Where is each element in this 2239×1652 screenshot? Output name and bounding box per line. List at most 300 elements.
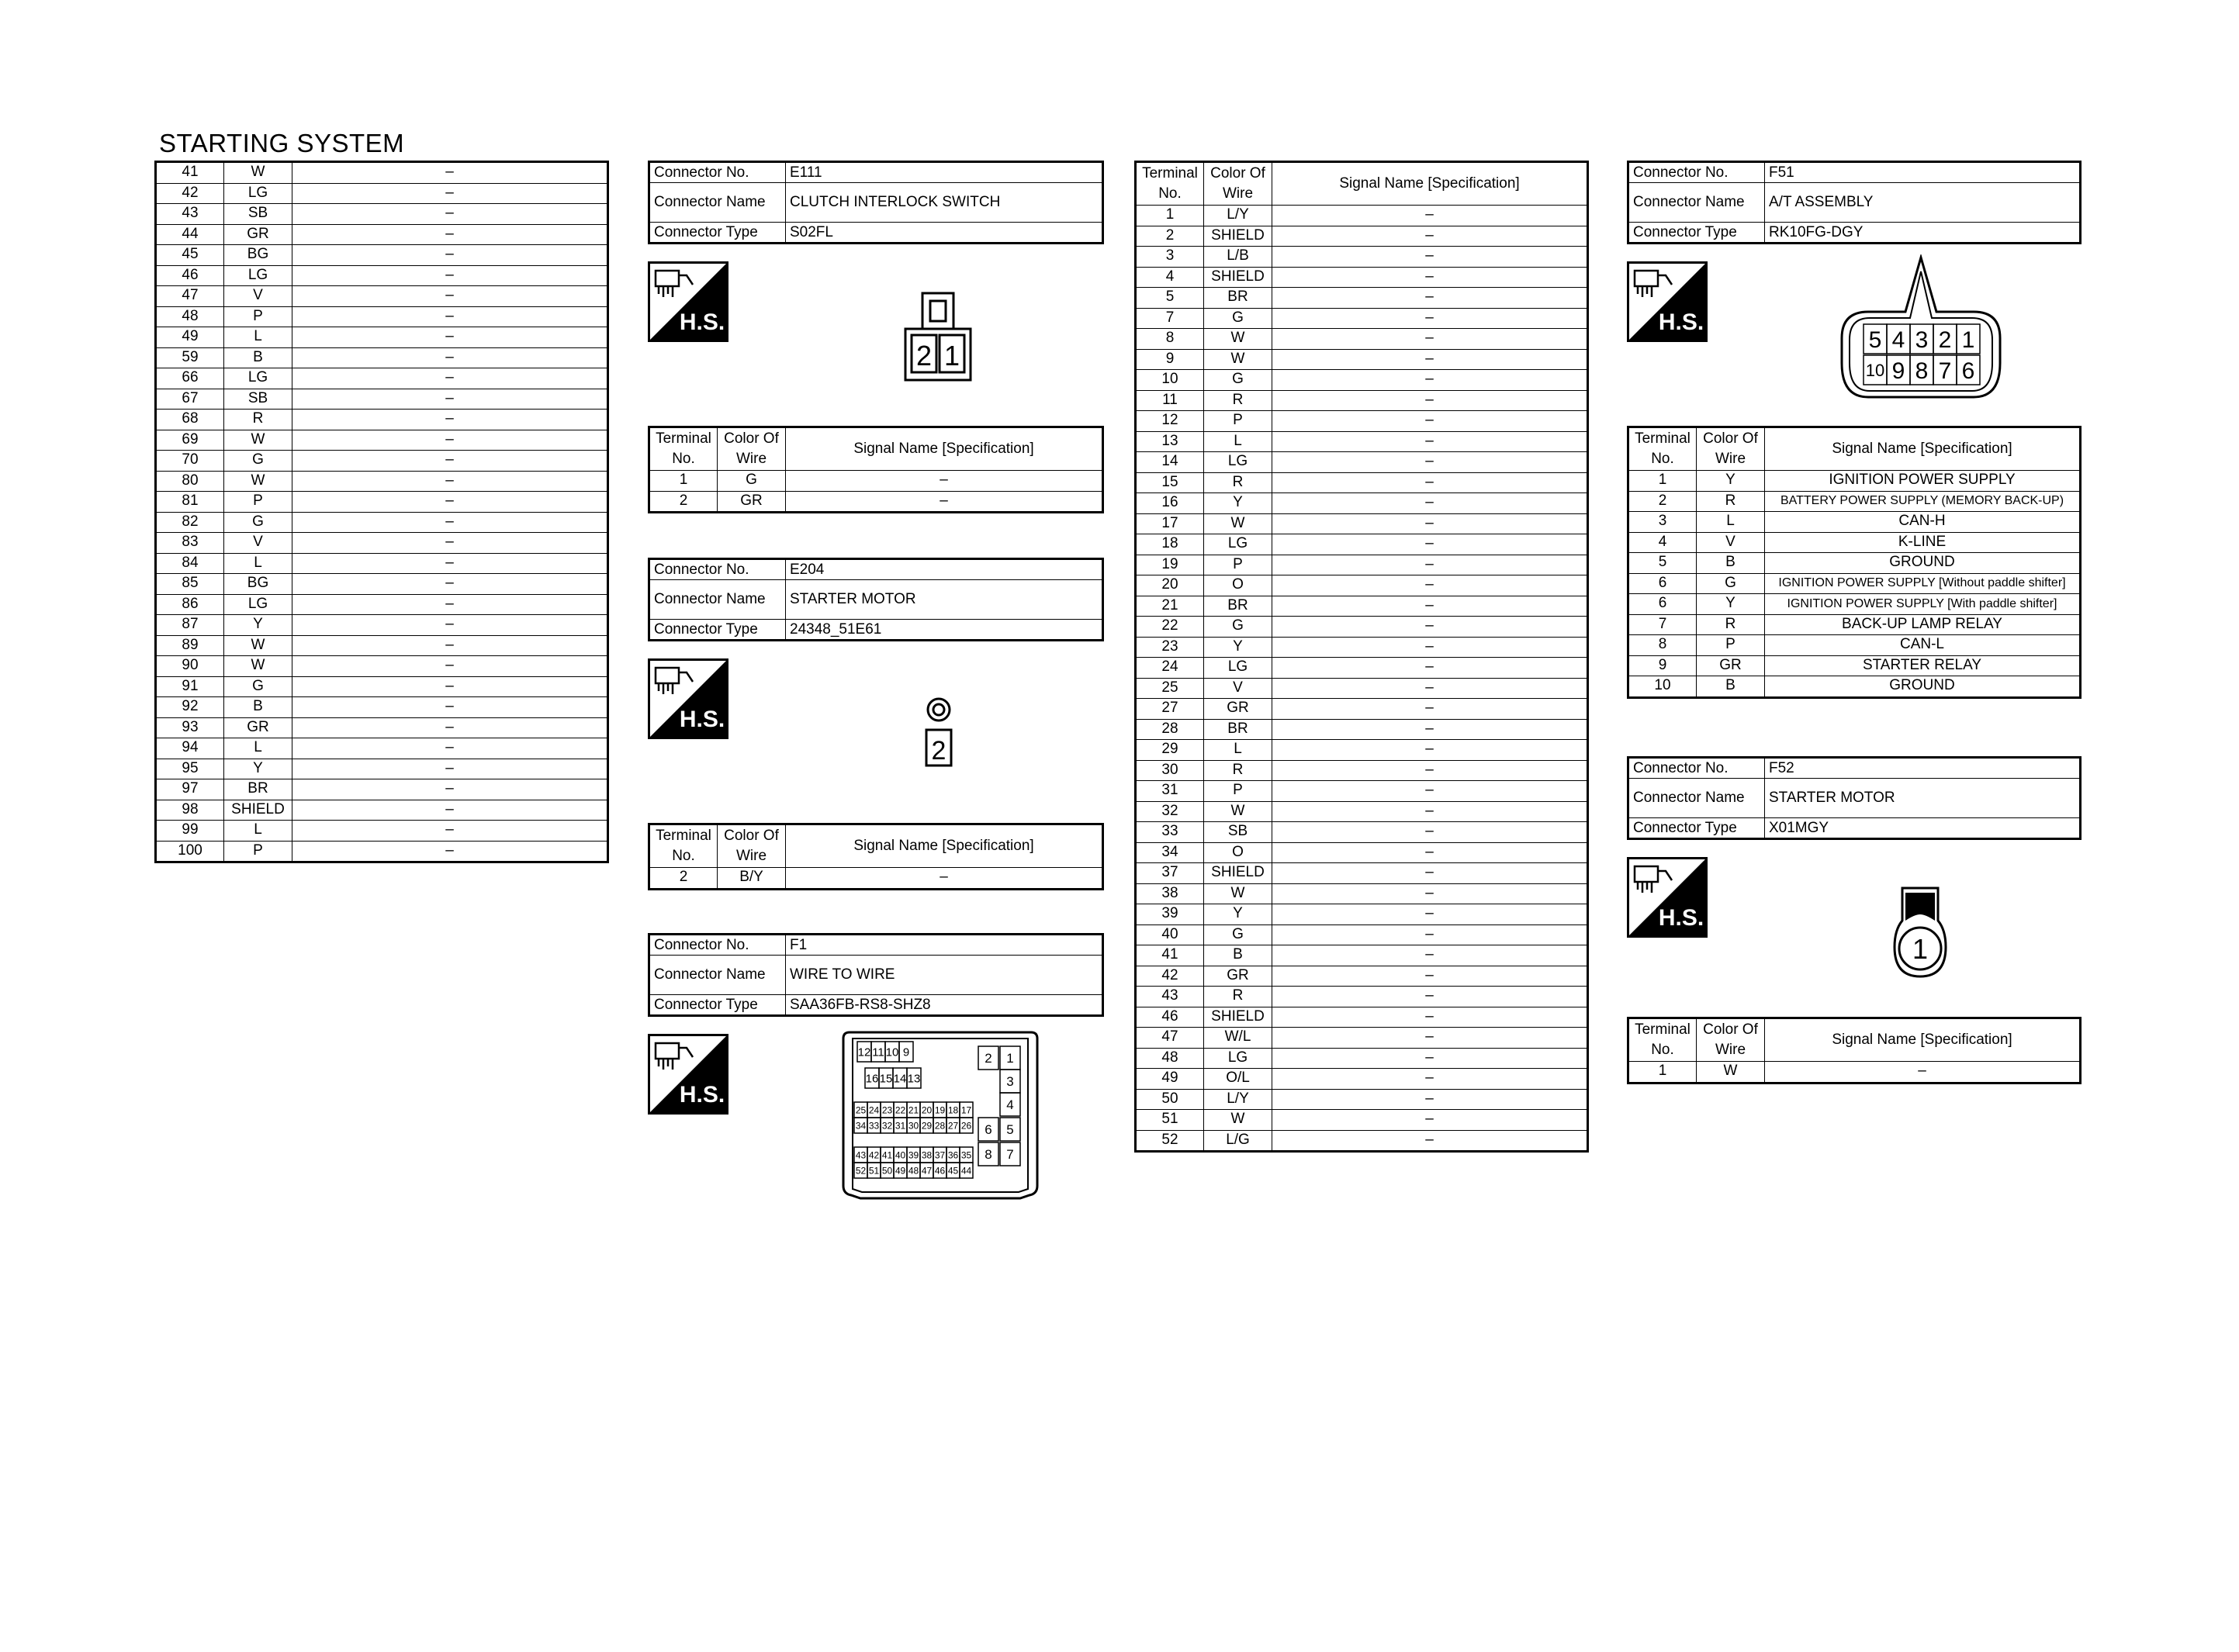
wire-color-cell: R [1204, 390, 1272, 411]
table-row [156, 841, 608, 862]
signal-name-cell: – [292, 162, 608, 184]
f1-pin: 12 [857, 1045, 871, 1059]
signal-name-cell: – [1272, 760, 1588, 781]
terminal-no-cell: 41 [156, 162, 224, 184]
signal-name-cell: – [292, 800, 608, 821]
wire-color-cell: W [1204, 329, 1272, 350]
table-row [156, 821, 608, 842]
table-row [156, 656, 608, 677]
table-row [156, 265, 608, 286]
wire-color-cell: SHIELD [1204, 267, 1272, 288]
connector-type-label: Connector Type [649, 620, 786, 641]
signal-name-cell: – [292, 676, 608, 697]
f1-pin: 30 [908, 1120, 919, 1132]
signal-name-cell: – [1272, 1028, 1588, 1049]
table-row [156, 800, 608, 821]
signal-name-cell: – [292, 594, 608, 615]
f1-pin: 39 [908, 1149, 919, 1161]
terminal-no-cell: 100 [156, 841, 224, 862]
terminal-no-cell: 47 [156, 286, 224, 307]
terminal-no-cell: 28 [1136, 719, 1204, 740]
terminal-no-cell: 3 [1136, 247, 1204, 268]
f1-pin: 5 [1006, 1122, 1014, 1138]
signal-name-cell: – [1272, 596, 1588, 617]
wire-color-cell: Y [224, 759, 292, 779]
wire-color-cell: B [1697, 553, 1765, 574]
wire-color-cell: R [1204, 987, 1272, 1007]
hs-label: H.S. [679, 707, 725, 732]
wire-color-cell: G [1204, 308, 1272, 329]
terminal-no-cell: 40 [1136, 924, 1204, 945]
e111-connector-no: E111 [786, 162, 1103, 183]
connector-type-label: Connector Type [1628, 818, 1765, 839]
table-row [156, 347, 608, 368]
table-row [1628, 532, 2081, 553]
table-row [1136, 390, 1588, 411]
table-row [156, 286, 608, 307]
table-row [1136, 801, 1588, 822]
connector-no-label: Connector No. [649, 559, 786, 580]
signal-name-cell: – [292, 759, 608, 779]
terminal-no-cell: 5 [1136, 288, 1204, 309]
signal-name-cell: – [1272, 945, 1588, 966]
e204-terminal-table [648, 823, 1104, 890]
wire-color-cell: Y [1697, 471, 1765, 492]
table-row [1136, 267, 1588, 288]
terminal-no-cell: 87 [156, 615, 224, 636]
hs-icon [648, 1034, 728, 1115]
terminal-no-cell: 97 [156, 779, 224, 800]
connector-name-label: Connector Name [649, 183, 786, 223]
wire-color-cell: V [224, 533, 292, 554]
wire-color-cell: L/B [1204, 247, 1272, 268]
signal-name-cell: – [1272, 370, 1588, 391]
table-row [1628, 491, 2081, 512]
signal-name-cell: – [1272, 781, 1588, 802]
terminal-no-cell: 2 [1136, 226, 1204, 247]
signal-name-cell: – [1272, 513, 1588, 534]
terminal-no-cell: 34 [1136, 842, 1204, 863]
table-row [1136, 596, 1588, 617]
signal-name-cell: – [292, 512, 608, 533]
hs-label: H.S. [679, 1082, 725, 1108]
wire-color-cell: B [224, 697, 292, 718]
f1-pin: 13 [907, 1072, 921, 1086]
table-row [156, 306, 608, 327]
signal-name-cell: – [1272, 658, 1588, 679]
e111-pin-1: 1 [943, 340, 960, 372]
wire-color-cell: W [224, 471, 292, 492]
wire-color-cell: SHIELD [1204, 1007, 1272, 1028]
table-row [156, 615, 608, 636]
table-row [1136, 658, 1588, 679]
wire-color-cell: L [1204, 740, 1272, 761]
table-row [1136, 678, 1588, 699]
terminal-no-cell: 6 [1628, 573, 1697, 594]
connector-no-label: Connector No. [649, 935, 786, 956]
signal-name-cell: – [1272, 472, 1588, 493]
terminal-no-cell: 42 [156, 183, 224, 204]
table-row [156, 759, 608, 779]
f1-pin: 31 [895, 1120, 906, 1132]
wire-color-cell: W [1204, 883, 1272, 904]
f1-pin: 23 [881, 1104, 893, 1116]
terminal-no-cell: 4 [1628, 532, 1697, 553]
page-title: STARTING SYSTEM [159, 129, 405, 157]
signal-name-cell: – [1272, 555, 1588, 575]
signal-name-cell: – [1272, 637, 1588, 658]
terminal-no-cell: 16 [1136, 493, 1204, 514]
wire-color-cell: P [224, 841, 292, 862]
table-row [1136, 1110, 1588, 1131]
terminal-no-cell: 27 [1136, 699, 1204, 720]
f1-pin: 14 [893, 1072, 907, 1086]
connector-name-label: Connector Name [1628, 183, 1765, 223]
terminal-no-cell: 98 [156, 800, 224, 821]
table-row [156, 471, 608, 492]
f51-pin: 8 [1915, 358, 1929, 384]
terminal-no-cell: 25 [1136, 678, 1204, 699]
table-row [1628, 635, 2081, 656]
table-row [156, 389, 608, 410]
wire-color-cell: GR [224, 717, 292, 738]
wire-color-cell: BR [1204, 719, 1272, 740]
connector-no-label: Connector No. [1628, 758, 1765, 779]
wire-color-cell: GR [1204, 699, 1272, 720]
terminal-no-cell: 52 [1136, 1130, 1204, 1152]
e111-terminal-table [648, 426, 1104, 513]
f1-pin: 41 [881, 1149, 893, 1161]
signal-name-cell: BATTERY POWER SUPPLY (MEMORY BACK-UP) [1765, 491, 2081, 512]
terminal-no-cell: 23 [1136, 637, 1204, 658]
wire-color-cell: L/G [1204, 1130, 1272, 1152]
wire-color-cell: Y [224, 615, 292, 636]
wire-color-cell: B/Y [718, 868, 786, 890]
terminal-no-cell: 17 [1136, 513, 1204, 534]
terminal-no-cell: 91 [156, 676, 224, 697]
table-row [156, 410, 608, 430]
table-row [1136, 863, 1588, 884]
wire-color-cell: O/L [1204, 1069, 1272, 1090]
terminal-no-cell: 11 [1136, 390, 1204, 411]
terminal-no-cell: 1 [649, 471, 718, 492]
table-row [1136, 452, 1588, 473]
f52-connector-face [1893, 885, 1947, 980]
table-row [156, 183, 608, 204]
wire-color-cell: Y [1204, 493, 1272, 514]
f1-pin: 47 [921, 1165, 933, 1177]
signal-name-cell: – [1272, 699, 1588, 720]
table-row [1136, 924, 1588, 945]
f51-pin: 7 [1938, 358, 1952, 384]
wire-color-cell: L [1697, 512, 1765, 533]
wire-color-cell: GR [718, 491, 786, 513]
wire-color-cell: B [224, 347, 292, 368]
terminal-no-cell: 80 [156, 471, 224, 492]
terminal-no-cell: 59 [156, 347, 224, 368]
e204-connector-name: STARTER MOTOR [786, 580, 1103, 620]
wire-color-cell: G [1204, 617, 1272, 638]
table-row [1136, 555, 1588, 575]
f1-pin: 26 [960, 1120, 972, 1132]
terminal-no-cell: 29 [1136, 740, 1204, 761]
terminal-no-cell: 92 [156, 697, 224, 718]
terminal-no-header: Terminal No. [649, 824, 718, 868]
f51-pin: 6 [1961, 358, 1975, 384]
connector-no-label: Connector No. [1628, 162, 1765, 183]
terminal-no-cell: 10 [1628, 676, 1697, 698]
signal-name-cell: IGNITION POWER SUPPLY [1765, 471, 2081, 492]
wire-color-cell: V [1697, 532, 1765, 553]
signal-name-header: Signal Name [Specification] [1765, 1018, 2081, 1062]
terminal-no-cell: 9 [1628, 655, 1697, 676]
wire-color-cell: R [1204, 472, 1272, 493]
f52-pin: 1 [1912, 933, 1929, 965]
wire-color-cell: W [1204, 513, 1272, 534]
f1-pin: 44 [960, 1165, 972, 1177]
f1-pin: 6 [985, 1122, 992, 1138]
wire-color-cell: W [224, 656, 292, 677]
signal-name-cell: – [292, 533, 608, 554]
wire-color-cell: L [224, 553, 292, 574]
f1-pin: 16 [865, 1072, 879, 1086]
terminal-no-cell: 32 [1136, 801, 1204, 822]
signal-name-cell: – [1272, 534, 1588, 555]
wire-color-cell: V [224, 286, 292, 307]
signal-name-cell: IGNITION POWER SUPPLY [Without paddle shifter] [1765, 573, 2081, 594]
f1-pin: 37 [934, 1149, 946, 1161]
table-row [1136, 1069, 1588, 1090]
wire-color-cell: G [224, 676, 292, 697]
table-row [1136, 883, 1588, 904]
f1-pin: 38 [921, 1149, 933, 1161]
wire-color-cell: P [224, 492, 292, 513]
signal-name-cell: – [292, 286, 608, 307]
wire-color-cell: P [1204, 555, 1272, 575]
table-row [156, 779, 608, 800]
terminal-no-cell: 8 [1628, 635, 1697, 656]
table-row [1136, 637, 1588, 658]
hs-icon [1627, 261, 1708, 342]
signal-name-cell: – [1272, 801, 1588, 822]
wire-color-cell: BR [224, 779, 292, 800]
connector-type-label: Connector Type [649, 995, 786, 1016]
signal-name-cell: – [292, 204, 608, 225]
table-row [156, 594, 608, 615]
table-row [1628, 655, 2081, 676]
terminal-no-cell: 67 [156, 389, 224, 410]
f1-pin: 28 [934, 1120, 946, 1132]
f1-pin: 43 [855, 1149, 867, 1161]
signal-name-cell: – [292, 368, 608, 389]
terminal-no-cell: 31 [1136, 781, 1204, 802]
table-row [156, 430, 608, 451]
signal-name-cell: – [786, 491, 1103, 513]
terminal-no-cell: 1 [1136, 206, 1204, 226]
signal-name-header: Signal Name [Specification] [1765, 427, 2081, 471]
signal-name-cell: – [292, 615, 608, 636]
terminal-no-cell: 45 [156, 245, 224, 266]
e111-connector-type: S02FL [786, 223, 1103, 244]
signal-name-cell: – [1272, 740, 1588, 761]
f51-pin: 4 [1891, 327, 1905, 353]
signal-name-cell: – [292, 183, 608, 204]
signal-name-cell: K-LINE [1765, 532, 2081, 553]
signal-name-cell: – [292, 635, 608, 656]
table-row [1136, 781, 1588, 802]
table-row [649, 491, 1103, 513]
signal-name-cell: – [1272, 822, 1588, 843]
terminal-no-cell: 41 [1136, 945, 1204, 966]
signal-name-cell: – [292, 389, 608, 410]
terminal-no-cell: 19 [1136, 555, 1204, 575]
table-row [1628, 553, 2081, 574]
terminal-no-cell: 46 [1136, 1007, 1204, 1028]
terminal-no-cell: 5 [1628, 553, 1697, 574]
table-row [156, 533, 608, 554]
table-row [1136, 719, 1588, 740]
terminal-no-cell: 47 [1136, 1028, 1204, 1049]
hs-label: H.S. [1658, 309, 1704, 335]
left-terminal-table [154, 161, 609, 863]
signal-name-header: Signal Name [Specification] [786, 427, 1103, 471]
wire-color-cell: G [1697, 573, 1765, 594]
f52-connector-type: X01MGY [1765, 818, 2081, 839]
signal-name-cell: – [1272, 431, 1588, 452]
f1-pin: 29 [921, 1120, 933, 1132]
terminal-no-cell: 44 [156, 224, 224, 245]
table-row [156, 368, 608, 389]
table-row [1136, 1007, 1588, 1028]
terminal-no-cell: 33 [1136, 822, 1204, 843]
terminal-no-cell: 6 [1628, 594, 1697, 615]
terminal-no-cell: 22 [1136, 617, 1204, 638]
table-row [1628, 676, 2081, 698]
f52-connector-no: F52 [1765, 758, 2081, 779]
table-row [1136, 534, 1588, 555]
f1-pin: 34 [855, 1120, 867, 1132]
table-row [1136, 329, 1588, 350]
f1-pin: 22 [895, 1104, 906, 1116]
table-row [156, 553, 608, 574]
signal-name-cell: – [292, 430, 608, 451]
hs-label: H.S. [1658, 905, 1704, 931]
signal-name-header: Signal Name [Specification] [786, 824, 1103, 868]
f1-connector-type: SAA36FB-RS8-SHZ8 [786, 995, 1103, 1016]
signal-name-cell: – [292, 841, 608, 862]
signal-name-cell: – [292, 265, 608, 286]
table-row [156, 697, 608, 718]
table-row [156, 451, 608, 472]
wire-color-cell: LG [1204, 534, 1272, 555]
signal-name-cell: – [1272, 1130, 1588, 1152]
connector-name-label: Connector Name [649, 956, 786, 995]
f1-pin: 15 [879, 1072, 893, 1086]
table-row [1136, 1089, 1588, 1110]
table-row [156, 635, 608, 656]
signal-name-cell: – [292, 451, 608, 472]
signal-name-cell: – [292, 306, 608, 327]
table-row [1136, 431, 1588, 452]
terminal-no-cell: 13 [1136, 431, 1204, 452]
f1-pin: 11 [872, 1045, 884, 1059]
hs-icon [648, 261, 728, 342]
wire-color-cell: LG [224, 594, 292, 615]
connector-name-label: Connector Name [1628, 779, 1765, 818]
table-row [649, 868, 1103, 890]
signal-name-cell: – [292, 224, 608, 245]
terminal-no-cell: 99 [156, 821, 224, 842]
wire-color-cell: Y [1204, 637, 1272, 658]
terminal-no-cell: 7 [1628, 614, 1697, 635]
wire-color-cell: LG [224, 183, 292, 204]
terminal-no-header: Terminal No. [1136, 162, 1204, 206]
terminal-no-cell: 51 [1136, 1110, 1204, 1131]
signal-name-cell: – [1272, 966, 1588, 987]
table-row [1136, 699, 1588, 720]
terminal-no-cell: 12 [1136, 411, 1204, 432]
terminal-no-cell: 7 [1136, 308, 1204, 329]
signal-name-cell: – [1272, 1007, 1588, 1028]
wire-color-cell: Y [1204, 904, 1272, 925]
f1-pin: 49 [895, 1165, 906, 1177]
signal-name-cell: GROUND [1765, 676, 2081, 698]
terminal-no-cell: 4 [1136, 267, 1204, 288]
wire-color-cell: B [1697, 676, 1765, 698]
f1-pin: 42 [868, 1149, 880, 1161]
signal-name-cell: – [292, 821, 608, 842]
table-row [1136, 617, 1588, 638]
signal-name-cell: – [1272, 1089, 1588, 1110]
f1-pin: 4 [1006, 1097, 1014, 1113]
terminal-no-cell: 68 [156, 410, 224, 430]
wire-color-cell: R [224, 410, 292, 430]
f1-pin: 50 [881, 1165, 893, 1177]
terminal-no-cell: 95 [156, 759, 224, 779]
table-row [1628, 471, 2081, 492]
terminal-no-cell: 10 [1136, 370, 1204, 391]
wire-color-cell: G [224, 512, 292, 533]
f51-pin: 1 [1961, 327, 1975, 353]
f51-connector-no: F51 [1765, 162, 2081, 183]
signal-name-cell: – [1272, 411, 1588, 432]
table-row [1136, 1130, 1588, 1152]
terminal-no-cell: 37 [1136, 863, 1204, 884]
signal-name-cell: – [292, 656, 608, 677]
f1-pin: 1 [1006, 1051, 1014, 1066]
terminal-no-cell: 2 [1628, 491, 1697, 512]
table-row [1136, 987, 1588, 1007]
connector-type-label: Connector Type [1628, 223, 1765, 244]
terminal-no-cell: 24 [1136, 658, 1204, 679]
e204-pin: 2 [931, 736, 946, 766]
signal-name-cell: – [1272, 987, 1588, 1007]
terminal-no-cell: 38 [1136, 883, 1204, 904]
signal-name-cell: – [786, 868, 1103, 890]
terminal-no-cell: 82 [156, 512, 224, 533]
terminal-no-cell: 90 [156, 656, 224, 677]
wire-color-cell: O [1204, 575, 1272, 596]
signal-name-cell: – [1272, 493, 1588, 514]
table-row [1136, 740, 1588, 761]
wire-color-cell: BG [224, 245, 292, 266]
table-row [156, 245, 608, 266]
f1-pin: 51 [868, 1165, 880, 1177]
wire-color-cell: LG [224, 265, 292, 286]
f51-connector-face [1837, 254, 2005, 402]
signal-name-cell: – [292, 471, 608, 492]
terminal-no-header: Terminal No. [1628, 1018, 1697, 1062]
